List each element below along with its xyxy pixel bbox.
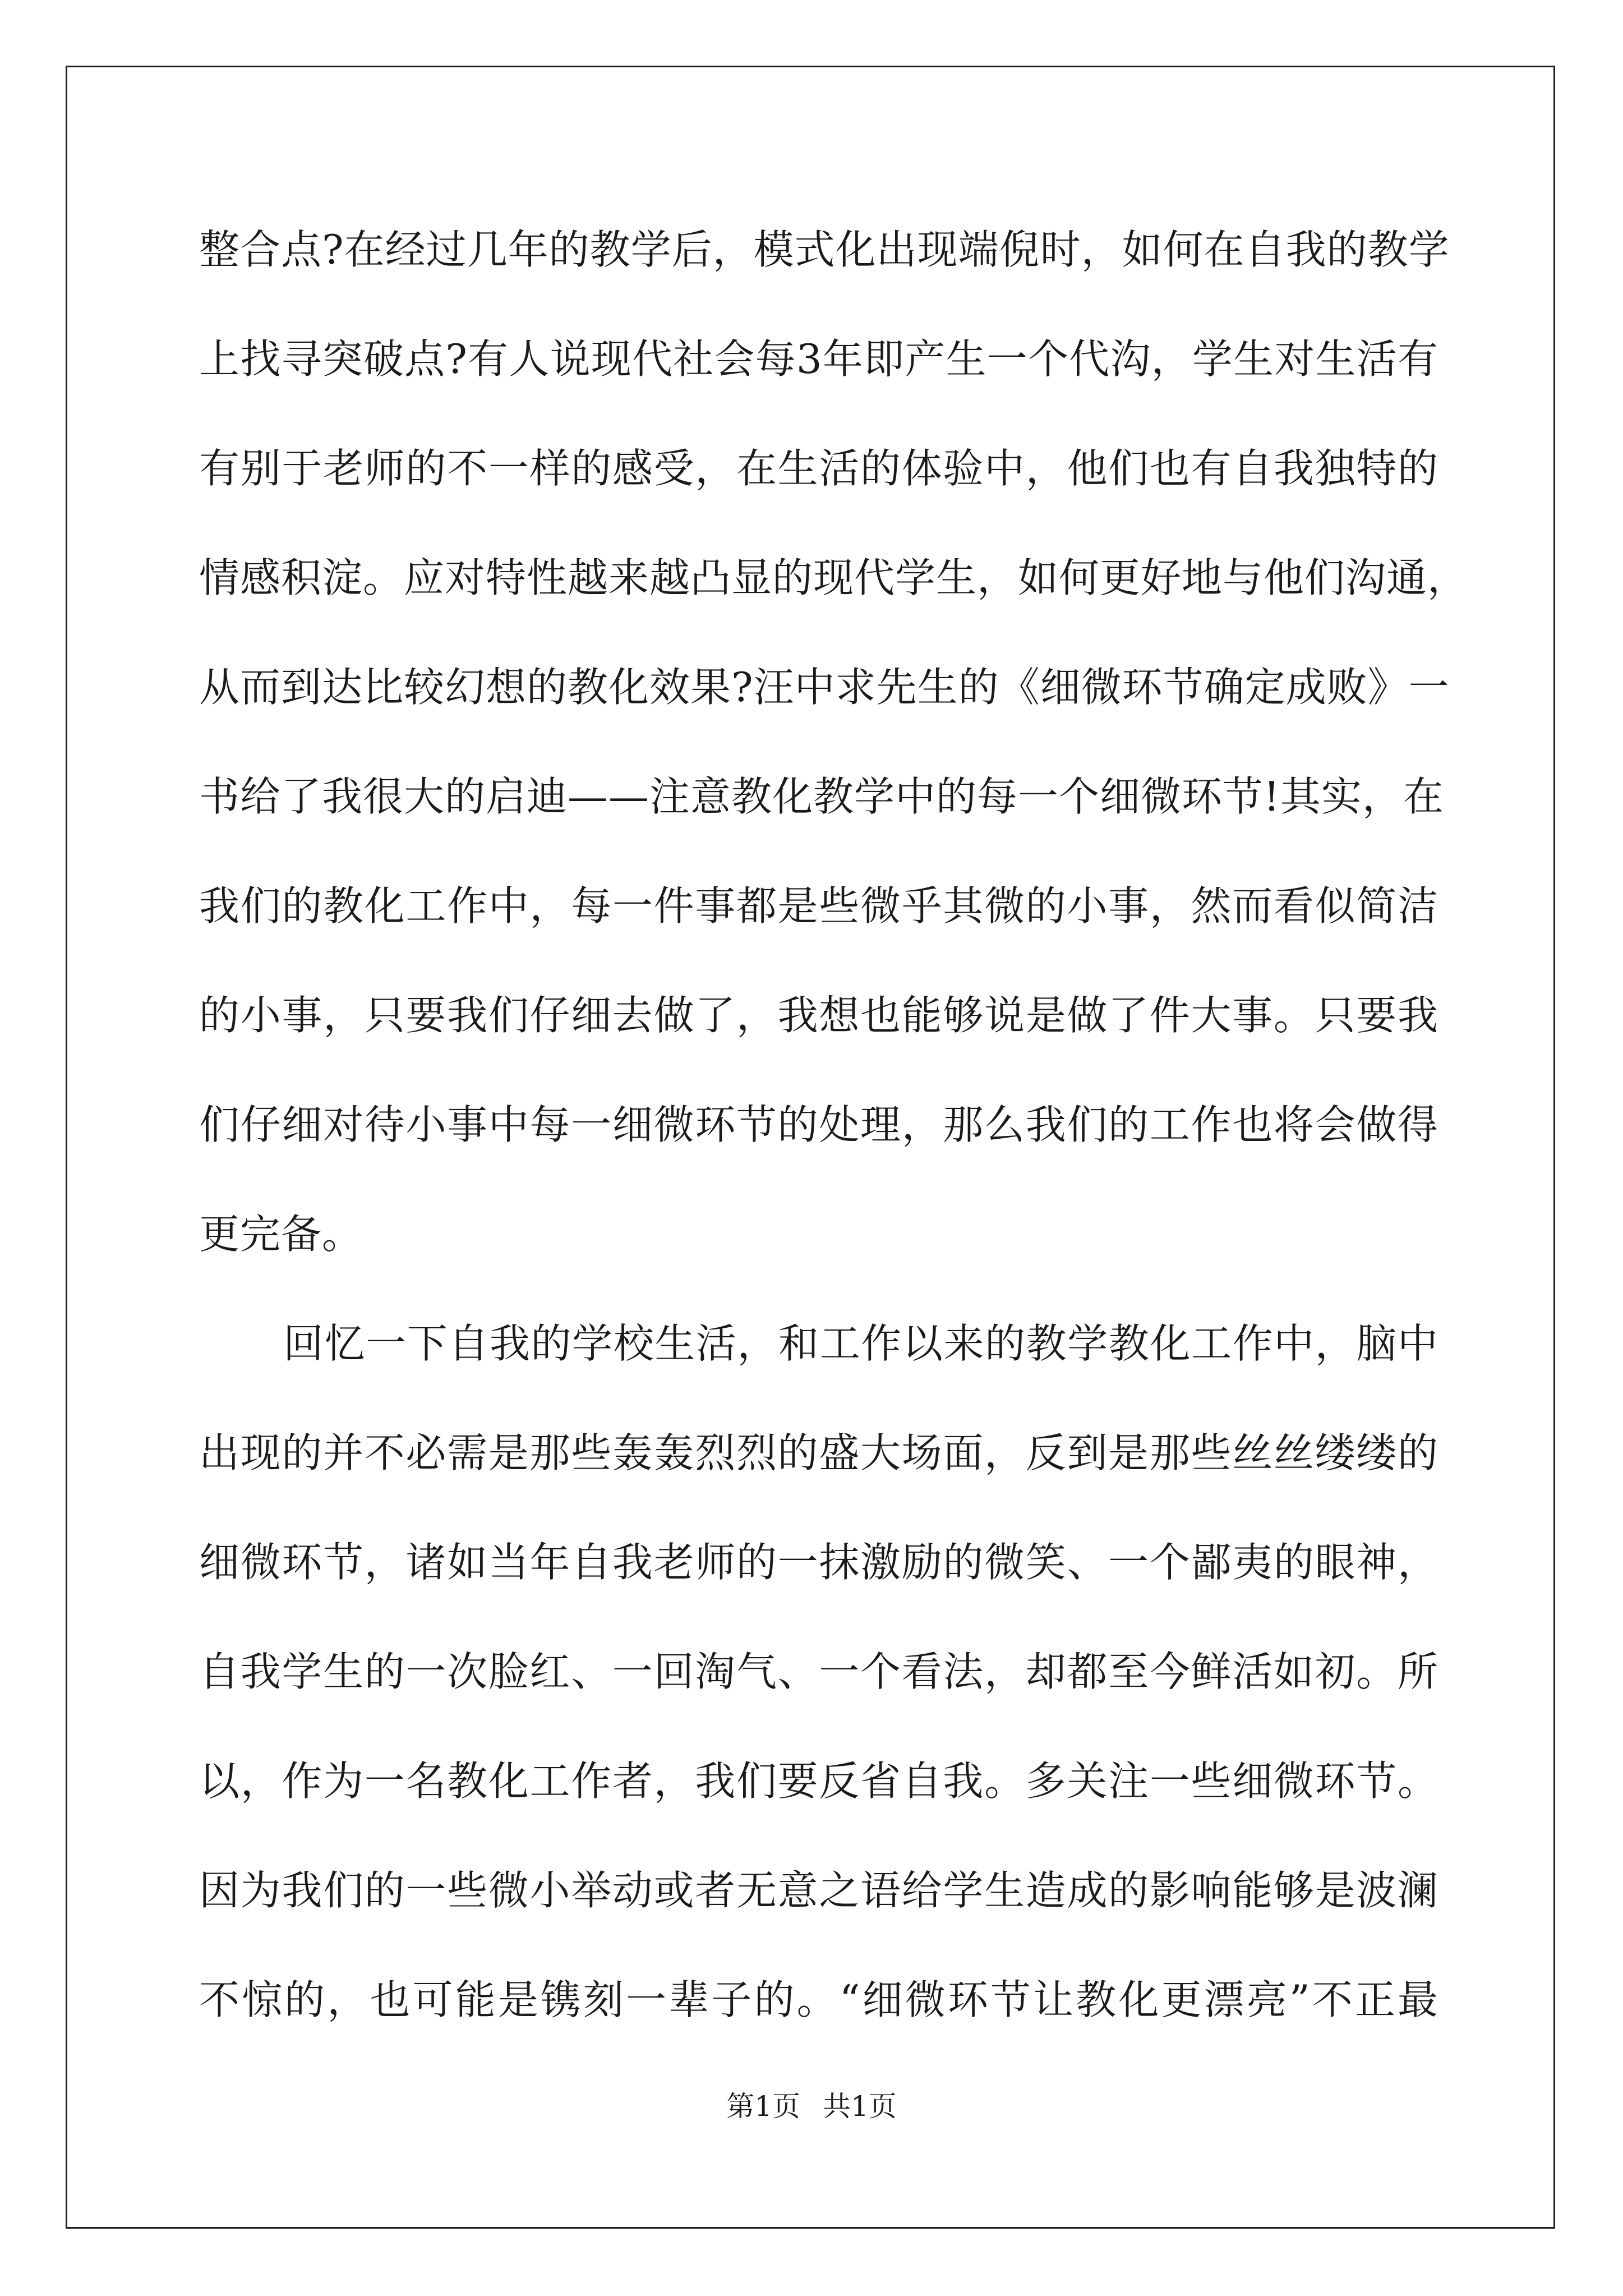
text-line: 有别于老师的不一样的感受，在生活的体验中，他们也有自我独特的 (199, 445, 1438, 492)
text-line: 更完备。 (199, 1211, 363, 1258)
text-line: 整合点?在经过几年的教学后，模式化出现端倪时，如何在自我的教学 (199, 226, 1450, 273)
text-line: 上找寻突破点?有人说现代社会每3年即产生一个代沟，学生对生活有 (199, 335, 1438, 383)
text-line: 书给了我很大的启迪——注意教化教学中的每一个细微环节!其实，在 (199, 773, 1444, 820)
text-line: 们仔细对待小事中每一细微环节的处理，那么我们的工作也将会做得 (199, 1101, 1438, 1148)
text-line: 的小事，只要我们仔细去做了，我想也能够说是做了件大事。只要我 (199, 992, 1438, 1039)
text-line: 因为我们的一些微小举动或者无意之语给学生造成的影响能够是波澜 (199, 1867, 1438, 1914)
text-line: 自我学生的一次脸红、一回淘气、一个看法，却都至今鲜活如初。所 (199, 1648, 1438, 1695)
text-line: 我们的教化工作中，每一件事都是些微乎其微的小事，然而看似简洁 (199, 882, 1438, 930)
paragraph-first-line: 回忆一下自我的学校生活，和工作以来的教学教化工作中，脑中 (283, 1320, 1438, 1367)
text-line: 出现的并不必需是那些轰轰烈烈的盛大场面，反到是那些丝丝缕缕的 (199, 1429, 1438, 1476)
page-footer (0, 2090, 1623, 2123)
page-number: 第1页 (726, 2090, 801, 2123)
text-line: 细微环节，诸如当年自我老师的一抹激励的微笑、一个鄙夷的眼神， (199, 1539, 1438, 1586)
text-line: 以，作为一名教化工作者，我们要反省自我。多关注一些细微环节。 (199, 1757, 1438, 1805)
text-line: 不惊的，也可能是镌刻一辈子的。“细微环节让教化更漂亮”不正最 (199, 1976, 1438, 2023)
text-line: 从而到达比较幻想的教化效果?汪中求先生的《细微环节确定成败》一 (199, 664, 1450, 711)
page-total: 共1页 (822, 2090, 897, 2123)
text-line: 情感积淀。应对特性越来越凸显的现代学生，如何更好地与他们沟通， (199, 554, 1469, 601)
